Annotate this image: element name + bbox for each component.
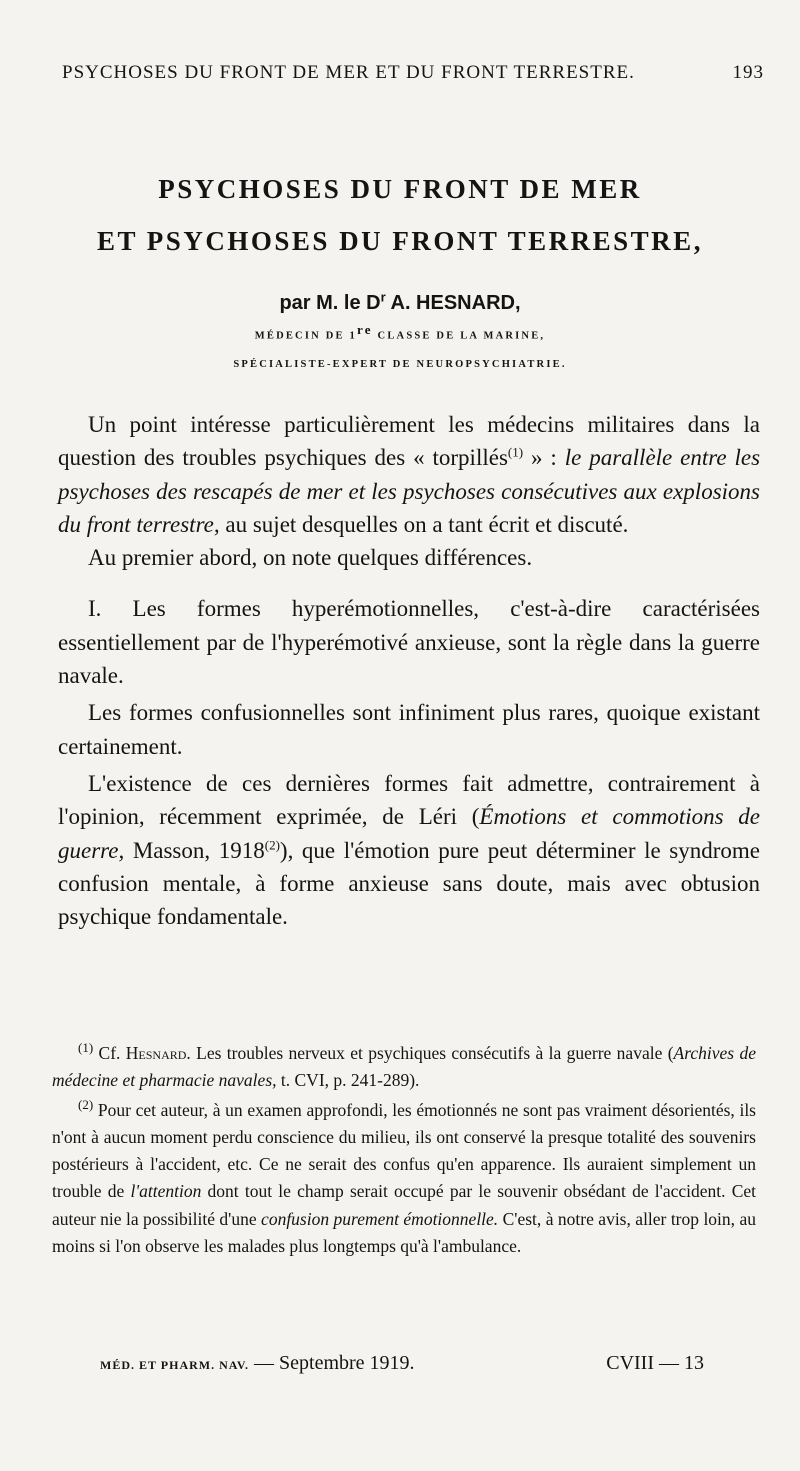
author-affiliation-2: SPÉCIALISTE-EXPERT DE NEUROPSYCHIATRIE.: [233, 359, 567, 370]
footnote-1-text-3: t. CVI, p. 241-289).: [276, 1070, 420, 1091]
article-body: [58, 408, 760, 933]
affiliation-1-text-end: CLASSE DE LA MARINE,: [372, 330, 546, 342]
footnote-2-italic-1: l'attention: [130, 1181, 202, 1202]
p5-text-3: ), que l'émotion pure peut déterminer le syndrome confusion mentale, à forme anxieuse sans doute, mais avec obtusion psychique fondamentale.: [58, 837, 761, 930]
footnote-2-mark: (2): [78, 1096, 94, 1112]
author-name: A. HESNARD,: [390, 292, 521, 314]
footnote-2-text-2: dont tout le champ serait occupé par le souvenir obsédant de l'accident. Cet auteur nie la possibilité d'une: [52, 1181, 756, 1229]
p1-text-3: au sujet desquelles on a tant écrit et discuté.: [219, 511, 629, 537]
byline-prefix-sup: r: [380, 289, 386, 305]
affiliation-1-text: MÉDECIN DE 1: [254, 330, 357, 342]
p1-text-2: » :: [523, 445, 557, 471]
paragraph-1: [58, 408, 760, 541]
footnote-2: [52, 1097, 756, 1261]
p5-text-2: Masson, 1918: [124, 837, 265, 863]
p1-text: Un point intéresse particulièrement les médecins militaires dans la question des troubles psychiques des « torpillés: [58, 412, 760, 471]
author-affiliation-1: [0, 322, 800, 342]
article-title-line-1: PSYCHOSES DU FRONT DE MER: [158, 174, 642, 204]
running-title: PSYCHOSES DU FRONT DE MER ET DU FRONT TERRESTRE.: [62, 62, 635, 83]
footer-signature: CVIII — 13: [606, 1352, 704, 1374]
paragraph-3: I. Les formes hyperémotionnelles, c'est-à-dire caractérisées essentiellement par de l'hyperémotivé anxieuse, sont la règle dans la guerre navale.: [58, 596, 760, 689]
p5-italic: Émotions et commotions de guerre,: [58, 804, 760, 863]
byline-prefix: par M. le D: [279, 292, 381, 314]
article-title-line-2: ET PSYCHOSES DU FRONT TERRESTRE,: [97, 226, 703, 256]
footnote-1-mark: (1): [78, 1040, 94, 1056]
paragraph-4: Les formes confusionnelles sont infiniment plus rares, quoique existant certainement.: [58, 700, 760, 759]
footer-journal-date: [100, 1352, 415, 1375]
running-header: [62, 62, 764, 84]
affiliation-1-sup: re: [357, 322, 373, 337]
footnote-1-italic: Archives de médecine et pharmacie navales,: [52, 1043, 757, 1091]
footnote-1: [52, 1040, 756, 1095]
footer-date: — Septembre 1919.: [249, 1352, 415, 1374]
p1-italic: le parallèle entre les psychoses des rescapés de mer et les psychoses consécutives aux explosions du front terrestre,: [58, 445, 761, 537]
footnote-2-italic-2: confusion purement émotionnelle.: [261, 1208, 499, 1229]
author-byline: [0, 289, 800, 315]
footnote-1-text: Cf.: [93, 1043, 126, 1063]
footnote-1-text-2: Les troubles nerveux et psychiques consécutifs à la guerre navale (: [190, 1043, 674, 1063]
paragraph-5: [58, 767, 760, 933]
footer-journal: MÉD. ET PHARM. NAV.: [100, 1358, 250, 1372]
page-footer: [100, 1352, 704, 1375]
p5-text: L'existence de ces dernières formes fait admettre, contrairement à l'opinion, récemment exprimée, de Léri (: [58, 770, 760, 830]
footnote-1-author: Hesnard.: [125, 1043, 191, 1063]
footnote-ref-2: (2): [264, 836, 280, 852]
footnote-2-text: Pour cet auteur, à un examen approfondi, les émotionnés ne sont pas vraiment désorientés, ils n'ont à aucun moment perdu conscience du milieu, ils ont conservé la presque totalité des souvenirs postérieurs à l'accident, etc. Ce ne serait des confus qu'en apparence. Ils auraient simplement un trouble de: [52, 1099, 756, 1202]
footnotes: [52, 1040, 756, 1260]
footnote-2-text-3: C'est, à notre avis, aller trop loin, au moins si l'on observe les malades plus longtemps qu'à l'ambulance.: [52, 1208, 757, 1257]
footnote-ref-1: (1): [507, 444, 524, 460]
paragraph-2: Au premier abord, on note quelques différences.: [88, 545, 533, 571]
page-number: 193: [732, 62, 764, 83]
